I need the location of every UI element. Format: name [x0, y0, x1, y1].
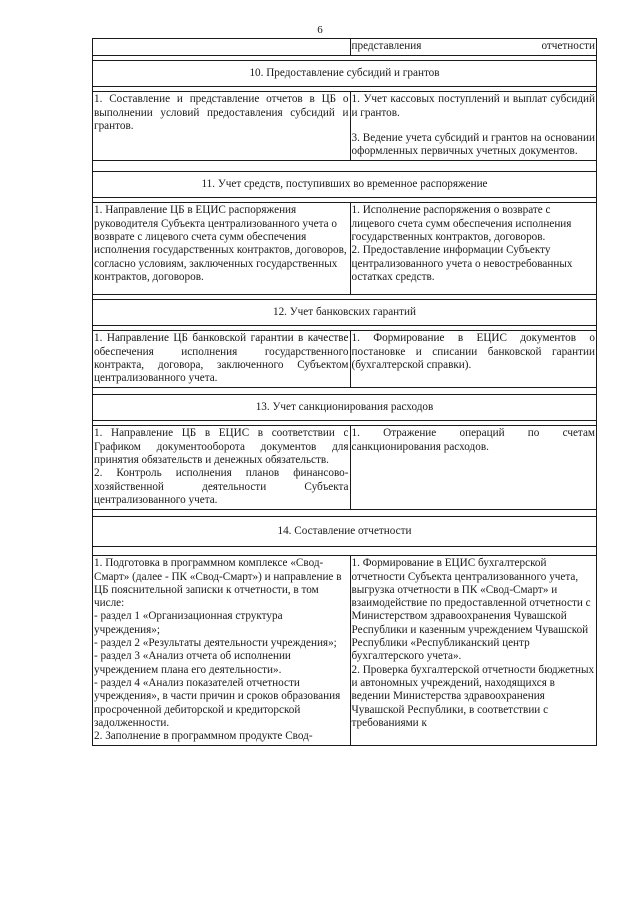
table-cell-right [350, 203, 597, 295]
table-row [93, 426, 597, 510]
cell-text: 3. Ведение учета субсидий и грантов на основании оформленных первичных учетных документов. [351, 131, 595, 158]
cell-text: - раздел 2 «Результаты деятельности учреждения»; [94, 637, 337, 650]
cell-text: 1. Исполнение распоряжения о возврате с лицевого счета сумм обеспечения исполнения государственных контрактов, договоров. [351, 204, 572, 244]
table-cell-left [93, 203, 351, 295]
table-cell-left [93, 426, 351, 510]
row-spacer [93, 161, 597, 172]
table-cell-left [93, 331, 351, 388]
section-heading: 10. Предоставление субсидий и грантов [93, 61, 597, 87]
table-row [93, 39, 597, 56]
cell-text: 2. Контроль исполнения планов финансово-хозяйственной деятельности Субъекта централизованного учета. [94, 467, 349, 506]
cell-text: 2. Проверка бухгалтерской отчетности бюджетных и автономных учреждений, находящихся в ведении Министерства здравоохранения Чувашской Республики, в соответствии с требованиями к [351, 663, 595, 729]
section-heading: 12. Учет банковских гарантий [93, 300, 597, 326]
section-heading: 14. Составление отчетности [93, 517, 597, 547]
cell-text: 1. Формирование в ЕЦИС документов о постановке и списании банковской гарантии (бухгалтерской справки). [351, 332, 595, 371]
cell-text: 1. Отражение операций по счетам санкционирования расходов. [351, 427, 595, 453]
section-heading-row [93, 172, 597, 198]
cell-text: 1. Подготовка в программном комплексе «Свод-Смарт» (далее - ПК «Свод-Смарт») и направление в ЦБ пояснительной записки к отчетности, в том числе: [94, 557, 342, 610]
table-row [93, 203, 597, 295]
cell-text: 1. Формирование в ЕЦИС бухгалтерской отчетности Субъекта централизованного учета, выгрузка отчетности в ПК «Свод-Смарт» и взаимодействие по предоставленной отчетности с Министерством здравоохранения Чувашской Республики и казенным учреждением Чувашской Республики «Республиканский центр бухгалтерского учета». [351, 557, 591, 663]
cell-text: 2. Предоставление информации Субъекту централизованного учета о невостребованных остатках средств. [351, 244, 573, 283]
table-row [93, 556, 597, 746]
row-spacer [93, 510, 597, 517]
cell-text: - раздел 4 «Анализ показателей отчетности учреждения», в части причин и сроков образования просроченной дебиторской и кредиторской задолженности. [94, 676, 341, 729]
page-number: 6 [317, 24, 323, 36]
table-cell-right [350, 556, 597, 746]
section-heading-row [93, 61, 597, 87]
table-cell-left [93, 92, 351, 161]
table-cell-right [350, 331, 597, 388]
table-cell-left [93, 39, 351, 56]
cell-text: 2. Заполнение в программном продукте Свод- [94, 730, 313, 743]
row-spacer [93, 547, 597, 556]
cell-text: 1. Направление ЦБ в ЕЦИС распоряжения руководителя Субъекта централизованного учета о возврате с лицевого счета сумм обеспечения исполнения государственных контрактов, договоров, согласно условиям, заключенных государственных контрактов, договоров. [94, 204, 347, 283]
section-heading-row [93, 517, 597, 547]
section-heading: 11. Учет средств, поступивших во временное распоряжение [93, 172, 597, 198]
cell-text: 1. Составление и представление отчетов в ЦБ о выполнении условий предоставления субсидий и грантов. [94, 93, 349, 132]
table-cell-right [350, 92, 597, 161]
cell-text: - раздел 3 «Анализ отчета об исполнении учреждением плана его деятельности». [94, 650, 291, 676]
table-cell-right [350, 39, 597, 56]
section-heading-row [93, 395, 597, 421]
cell-text: - раздел 1 «Организационная структура учреждения»; [94, 610, 283, 636]
table-row [93, 92, 597, 161]
table-row [93, 331, 597, 388]
cell-text: представления отчетности [351, 40, 595, 52]
cell-text: 1. Учет кассовых поступлений и выплат субсидий и грантов. [351, 93, 595, 119]
section-heading-row [93, 300, 597, 326]
row-spacer [93, 388, 597, 395]
cell-text: 1. Направление ЦБ банковской гарантии в качестве обеспечения исполнения государственного контракта, договора, заключенного Субъектом централизованного учета. [94, 332, 349, 385]
table-cell-left [93, 556, 351, 746]
responsibility-table [92, 38, 597, 746]
cell-text: 1. Направление ЦБ в ЕЦИС в соответствии с Графиком документооборота документов для принятия обязательств и денежных обязательств. [94, 427, 349, 467]
section-heading: 13. Учет санкционирования расходов [93, 395, 597, 421]
table-cell-right [350, 426, 597, 510]
